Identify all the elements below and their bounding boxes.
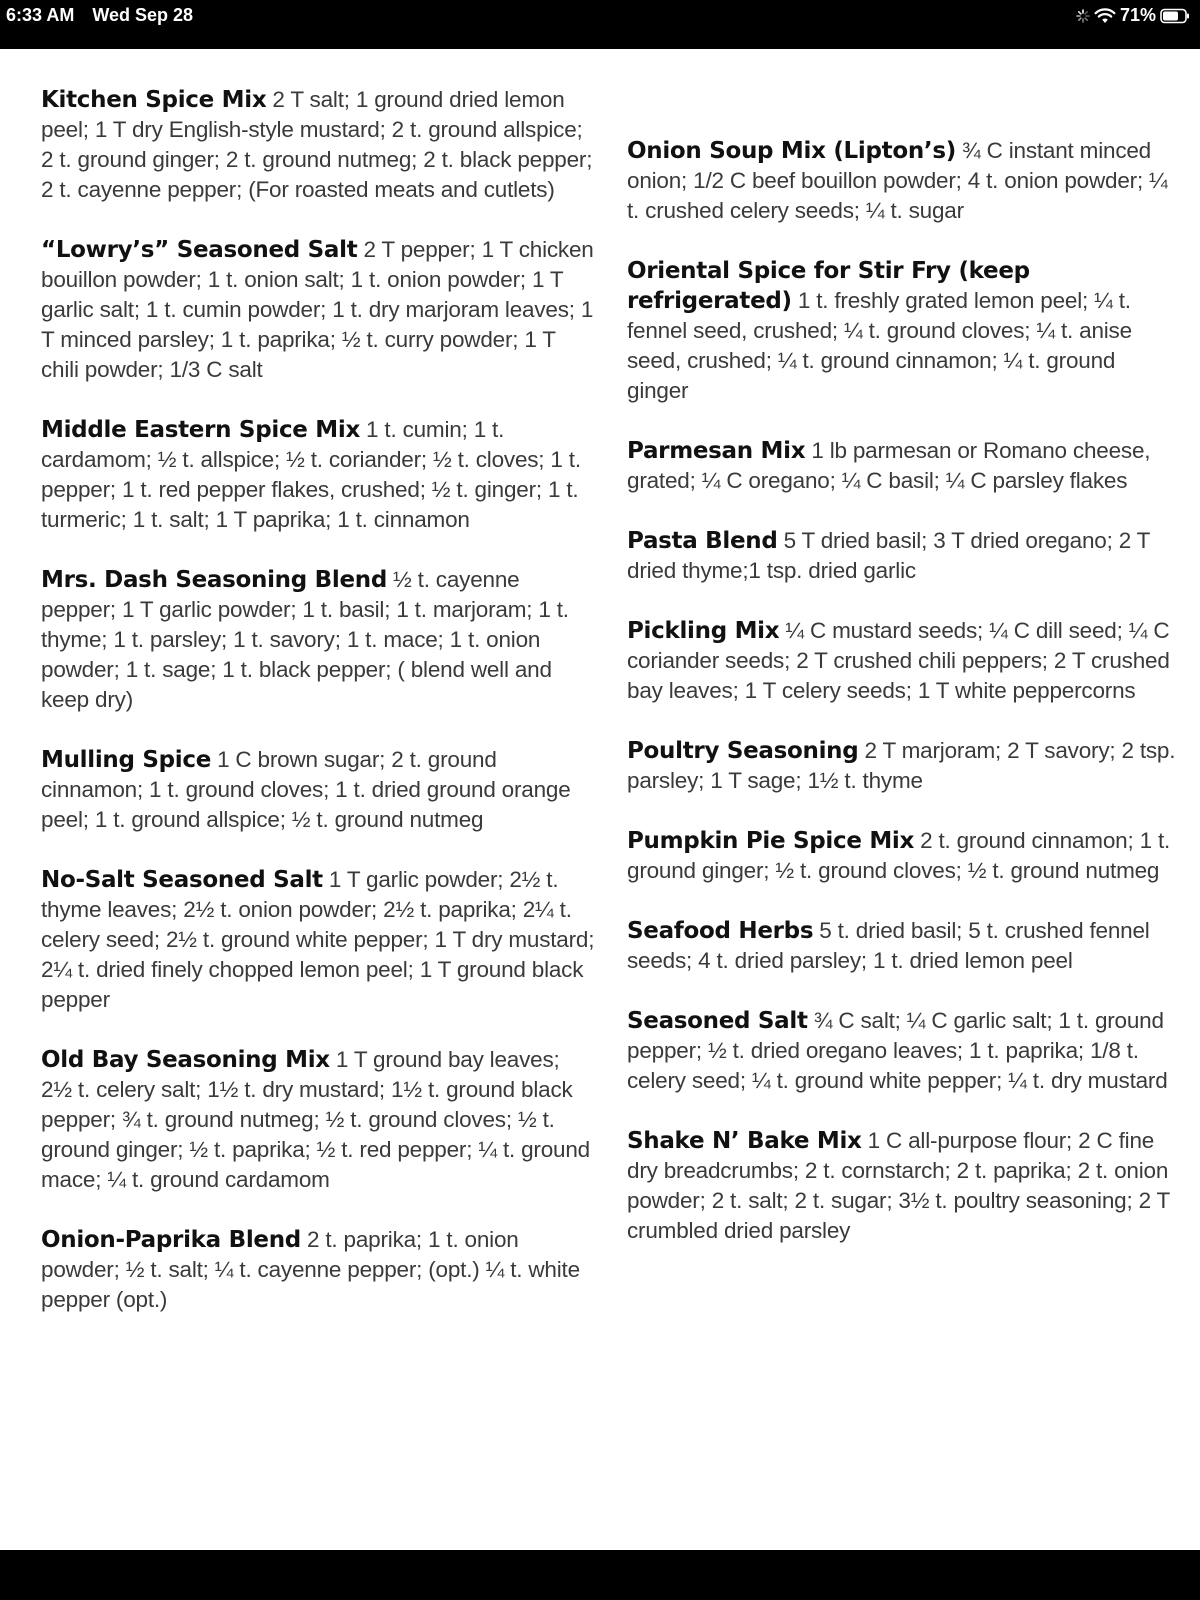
right-column [627, 49, 1177, 1276]
recipe-ingredients: ½ t. cayenne pepper; 1 T garlic powder; 1 t. basil; 1 t. marjoram; 1 t. thyme; 1 t. parsley; 1 t. savory; 1 t. mace; 1 t. onion powder; 1 t. sage; 1 t. black pepper; ( blend well and keep dry) [41, 567, 569, 712]
recipe-title: Pickling Mix [627, 618, 780, 644]
recipe-ingredients: 5 T dried basil; 3 T dried oregano; 2 T dried thyme;1 tsp. dried garlic [627, 528, 1150, 583]
recipe-entry [41, 865, 596, 1015]
left-column [41, 49, 596, 1345]
recipe-entry [41, 565, 596, 715]
status-left [6, 5, 211, 26]
recipe-entry [41, 85, 596, 205]
recipe-title: Poultry Seasoning [627, 738, 859, 764]
bottom-bar [0, 1550, 1200, 1600]
status-date: Wed Sep 28 [92, 5, 194, 25]
recipe-entry [627, 616, 1177, 706]
recipe-entry [627, 1126, 1177, 1246]
recipe-ingredients: 2 t. ground cinnamon; 1 t. ground ginger; ½ t. ground cloves; ½ t. ground nutmeg [627, 828, 1171, 883]
recipe-title: Mulling Spice [41, 747, 212, 773]
recipe-title: Shake N’ Bake Mix [627, 1128, 862, 1154]
recipe-ingredients: 1 C all-purpose flour; 2 C fine dry breadcrumbs; 2 t. cornstarch; 2 t. paprika; 2 t. onion powder; 2 t. salt; 2 t. sugar; 3½ t. poultry seasoning; 2 T crumbled dried parsley [627, 1128, 1170, 1243]
recipe-title: Oriental Spice for Stir Fry (keep refrigerated) [627, 258, 1030, 314]
recipe-title: Pumpkin Pie Spice Mix [627, 828, 915, 854]
battery-percent: 71% [1119, 5, 1156, 25]
recipe-ingredients: 1 C brown sugar; 2 t. ground cinnamon; 1 t. ground cloves; 1 t. dried ground orange peel; 1 t. ground allspice; ½ t. ground nutmeg [41, 747, 571, 832]
recipe-ingredients: 5 t. dried basil; 5 t. crushed fennel seeds; 4 t. dried parsley; 1 t. dried lemon peel [627, 918, 1150, 973]
recipe-ingredients: 2 t. paprika; 1 t. onion powder; ½ t. salt; ¼ t. cayenne pepper; (opt.) ¼ t. white pepper (opt.) [41, 1227, 580, 1312]
recipe-title: Mrs. Dash Seasoning Blend [41, 567, 387, 593]
recipe-title: Middle Eastern Spice Mix [41, 417, 360, 443]
status-time: 6:33 AM [6, 5, 75, 25]
recipe-title: Seasoned Salt [627, 1008, 808, 1034]
recipe-entry [41, 745, 596, 835]
recipe-title: Onion Soup Mix (Lipton’s) [627, 138, 956, 164]
recipe-title: Old Bay Seasoning Mix [41, 1047, 330, 1073]
recipe-ingredients: 1 lb parmesan or Romano cheese, grated; ¼ C oregano; ¼ C basil; ¼ C parsley flakes [627, 438, 1151, 493]
recipe-ingredients: 1 T ground bay leaves; 2½ t. celery salt; 1½ t. dry mustard; 1½ t. ground black pepper; ¾ t. ground nutmeg; ½ t. ground cloves; ½ t. ground ginger; ½ t. paprika; ½ t. red pepper; ¼ t. ground mace; ¼ t. ground cardamom [41, 1047, 590, 1192]
recipe-entry [627, 736, 1177, 796]
recipe-title: Parmesan Mix [627, 438, 806, 464]
recipe-title: Pasta Blend [627, 528, 778, 554]
recipe-ingredients: ¾ C salt; ¼ C garlic salt; 1 t. ground pepper; ½ t. dried oregano leaves; 1 t. paprika; 1/8 t. celery seed; ¼ t. ground white pepper; ¼ t. dry mustard [627, 1008, 1168, 1093]
recipe-ingredients: 2 T pepper; 1 T chicken bouillon powder; 1 t. onion salt; 1 t. onion powder; 1 T garlic salt; 1 t. cumin powder; 1 t. dry marjoram leaves; 1 T minced parsley; 1 t. paprika; ½ t. curry powder; 1 T chili powder; 1/3 C salt [41, 237, 594, 382]
recipe-ingredients: 2 T salt; 1 ground dried lemon peel; 1 T dry English-style mustard; 2 t. ground allspice; 2 t. ground ginger; 2 t. ground nutmeg; 2 t. black pepper; 2 t. cayenne pepper; (For roasted meats and cutlets) [41, 87, 593, 202]
recipe-title: Onion-Paprika Blend [41, 1227, 301, 1253]
recipe-ingredients: ¾ C instant minced onion; 1/2 C beef bouillon powder; 4 t. onion powder; ¼ t. crushed celery seeds; ¼ t. sugar [627, 138, 1168, 223]
battery-icon [1160, 8, 1190, 24]
recipe-entry [627, 526, 1177, 586]
recipe-title: Kitchen Spice Mix [41, 87, 267, 113]
loading-icon [1076, 9, 1090, 23]
recipe-ingredients: 1 T garlic powder; 2½ t. thyme leaves; 2½ t. onion powder; 2½ t. paprika; 2¼ t. celery seed; 2½ t. ground white pepper; 1 T dry mustard; 2¼ t. dried finely chopped lemon peel; 1 T ground black pepper [41, 867, 595, 1012]
status-right [1076, 5, 1190, 26]
status-bar [0, 0, 1200, 49]
recipe-title: “Lowry’s” Seasoned Salt [41, 237, 358, 263]
recipe-entry [41, 415, 596, 535]
recipe-entry [627, 436, 1177, 496]
recipe-entry [41, 1045, 596, 1195]
recipe-entry [41, 1225, 596, 1315]
wifi-icon [1094, 8, 1116, 24]
recipe-title: No-Salt Seasoned Salt [41, 867, 323, 893]
recipe-entry [627, 136, 1177, 226]
recipe-ingredients: ¼ C mustard seeds; ¼ C dill seed; ¼ C coriander seeds; 2 T crushed chili peppers; 2 T crushed bay leaves; 1 T celery seeds; 1 T white peppercorns [627, 618, 1170, 703]
recipe-entry [41, 235, 596, 385]
recipe-ingredients: 1 t. freshly grated lemon peel; ¼ t. fennel seed, crushed; ¼ t. ground cloves; ¼ t. anise seed, crushed; ¼ t. ground cinnamon; ¼ t. ground ginger [627, 288, 1132, 403]
recipe-entry [627, 826, 1177, 886]
recipe-ingredients: 1 t. cumin; 1 t. cardamom; ½ t. allspice; ½ t. coriander; ½ t. cloves; 1 t. pepper; 1 t. red pepper flakes, crushed; ½ t. ginger; 1 t. turmeric; 1 t. salt; 1 T paprika; 1 t. cinnamon [41, 417, 581, 532]
recipe-entry [627, 916, 1177, 976]
recipe-entry [627, 1006, 1177, 1096]
recipe-page[interactable] [0, 49, 1200, 1550]
recipe-entry [627, 256, 1177, 406]
recipe-title: Seafood Herbs [627, 918, 814, 944]
recipe-ingredients: 2 T marjoram; 2 T savory; 2 tsp. parsley; 1 T sage; 1½ t. thyme [627, 738, 1176, 793]
